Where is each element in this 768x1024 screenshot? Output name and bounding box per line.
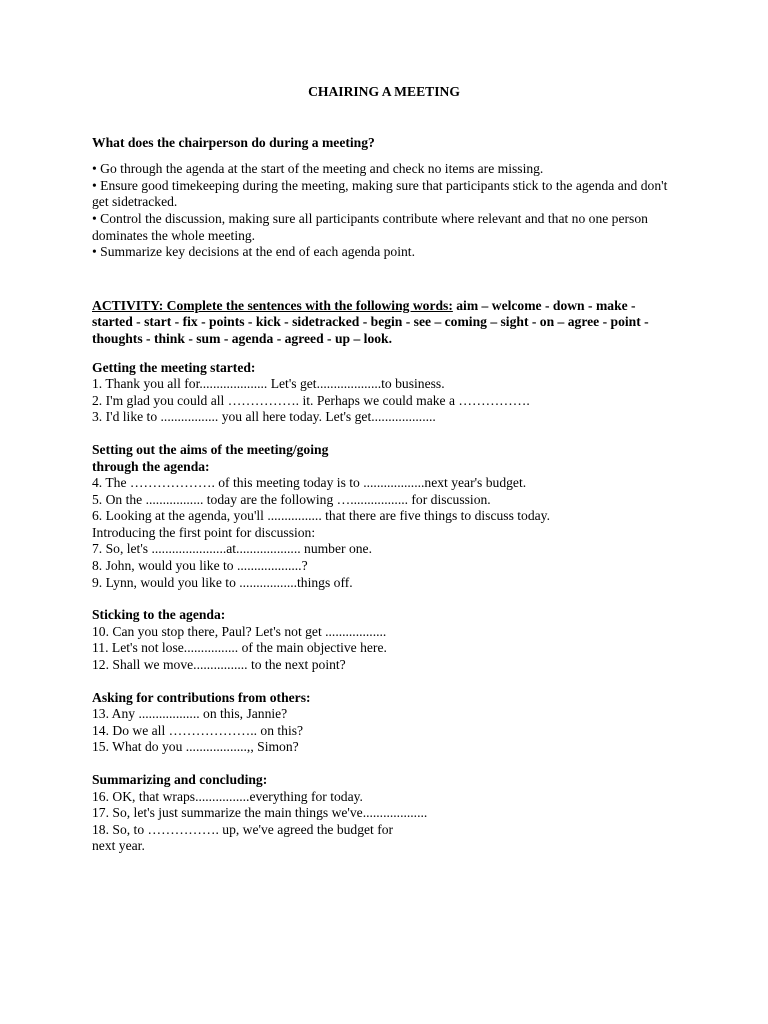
subsection-label: Introducing the first point for discussion: (92, 524, 316, 540)
exercise-line: 13. Any .................. on this, Jannie? (92, 706, 288, 722)
section-heading: Getting the meeting started: (92, 359, 256, 375)
exercise-line: 11. Let's not lose................ of the main objective here. (92, 640, 387, 656)
exercise-line: 10. Can you stop there, Paul? Let's not get .................. (92, 623, 387, 639)
bullet-list (92, 161, 676, 261)
section-heading: Asking for contributions from others: (92, 689, 311, 705)
exercise-line: 17. So, let's just summarize the main things we've................... (92, 805, 428, 821)
exercise-line: 9. Lynn, would you like to .................things off. (92, 574, 353, 590)
section-heading: Sticking to the agenda: (92, 607, 226, 623)
exercise-line: 18. So, to ……………. up, we've agreed the budget for (92, 821, 394, 837)
exercise-line: 4. The ………………. of this meeting today is to ..................next year's budget. (92, 475, 527, 491)
exercise-line: 5. On the ................. today are the following …................. for discussion. (92, 491, 491, 507)
exercise-line: 3. I'd like to ................. you all here today. Let's get................... (92, 409, 436, 425)
bullet-item: • Go through the agenda at the start of the meeting and check no items are missing. (92, 161, 544, 177)
question-heading: What does the chairperson do during a meeting? (92, 134, 375, 150)
activity-lead: ACTIVITY: Complete the sentences with the following words: (92, 297, 453, 313)
section-summarizing (92, 772, 676, 855)
exercise-line: 16. OK, that wraps................everything for today. (92, 788, 363, 804)
exercise-line: 6. Looking at the agenda, you'll ................ that there are five things to discuss today. (92, 508, 550, 524)
activity-instructions (92, 298, 676, 348)
section-getting-started (92, 360, 676, 426)
section-aims-agenda (92, 442, 676, 591)
bullet-item: • Summarize key decisions at the end of each agenda point. (92, 244, 415, 260)
exercise-line: 15. What do you ..................,, Simon? (92, 739, 299, 755)
exercise-line: 8. John, would you like to ...................? (92, 558, 308, 574)
exercise-line: 1. Thank you all for.................... Let's get...................to business. (92, 376, 445, 392)
section-heading: Setting out the aims of the meeting/going (92, 441, 329, 457)
exercise-line: 2. I'm glad you could all ……………. it. Perhaps we could make a ……………. (92, 392, 530, 408)
activity-word-bank: aim – welcome - down - make - started - start - fix - points - kick - sidetracked - begin - see – coming – sight - on – agree - point - thoughts - think - sum - agenda - agreed - up – look. (92, 297, 649, 346)
bullet-item: • Ensure good timekeeping during the meeting, making sure that participants stick to the agenda and don't get sidetracked. (92, 177, 668, 210)
bullet-item: • Control the discussion, making sure all participants contribute where relevant and that no one person dominates the whole meeting. (92, 210, 648, 243)
exercise-line: 14. Do we all ……………….. on this? (92, 722, 304, 738)
section-heading-cont: through the agenda: (92, 458, 210, 474)
exercise-line: 12. Shall we move................ to the next point? (92, 657, 346, 673)
page-title: CHAIRING A MEETING (308, 84, 460, 99)
section-heading: Summarizing and concluding: (92, 772, 268, 787)
exercise-line: 7. So, let's ......................at................... number one. (92, 541, 372, 557)
section-contributions (92, 690, 676, 756)
exercise-line: next year. (92, 838, 145, 854)
section-sticking-agenda (92, 607, 676, 673)
